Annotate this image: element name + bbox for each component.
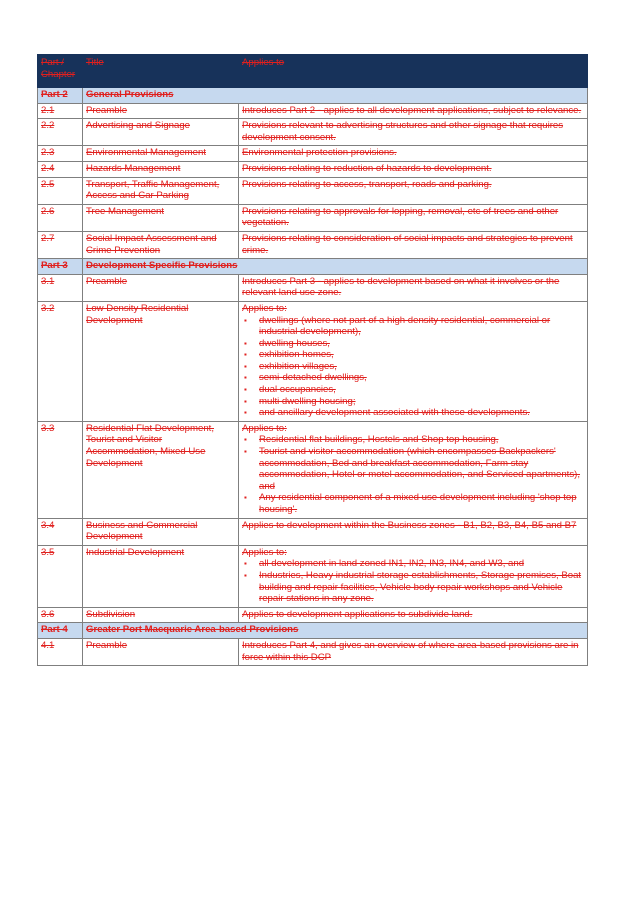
list-item: ▪ Any residential component of a mixed use development including 'shop top housing'. — [242, 492, 584, 515]
list-item: ▪ and ancillary development associated with these developments. — [242, 407, 584, 419]
chapter-title: Low Density Residential Development — [83, 301, 239, 421]
chapter-title: Advertising and Signage — [83, 119, 239, 146]
table-row — [38, 177, 588, 204]
chapter-number: 2.7 — [38, 231, 83, 258]
applies-to-cell — [239, 638, 588, 665]
header-title: Title — [83, 55, 239, 88]
list-item: ▪ multi dwelling housing; — [242, 396, 584, 408]
applies-to-text: Provisions relating to access, transport, roads and parking. — [242, 178, 492, 190]
table-row — [38, 204, 588, 231]
chapter-number: 3.1 — [38, 274, 83, 301]
applies-to-text: Provisions relating to approvals for lopping, removal, etc of trees and other vegetation. — [242, 205, 559, 229]
chapter-title: Preamble — [83, 638, 239, 665]
chapter-number: 2.3 — [38, 146, 83, 162]
applies-to-cell — [239, 177, 588, 204]
applies-to-cell — [239, 146, 588, 162]
applies-to-cell — [239, 274, 588, 301]
applies-to-text: Applies to: — [242, 546, 287, 558]
applies-to-cell — [239, 607, 588, 623]
part-number: Part 2 — [38, 88, 83, 104]
header-applies-to: Applies to — [239, 55, 588, 88]
table-row — [38, 421, 588, 518]
chapter-title: Environmental Management — [83, 146, 239, 162]
list-item: ▪ exhibition villages, — [242, 361, 584, 373]
table-row — [38, 161, 588, 177]
chapter-title: Business and Commercial Development — [83, 518, 239, 545]
chapter-number: 3.3 — [38, 421, 83, 518]
applies-to-text: Provisions relating to consideration of social impacts and strategies to prevent crime. — [242, 232, 573, 256]
applies-to-text: Introduces Part 3 - applies to development based on what it involves or the relevant land use zone. — [242, 275, 560, 299]
chapter-number: 4.1 — [38, 638, 83, 665]
chapter-title: Hazards Management — [83, 161, 239, 177]
list-item: ▪ dwellings (where not part of a high density residential, commercial or industrial development), — [242, 315, 584, 338]
table-row — [38, 231, 588, 258]
chapter-number: 2.1 — [38, 103, 83, 119]
applies-to-text: Provisions relating to reduction of hazards to development. — [242, 162, 492, 174]
part-title: General Provisions — [83, 88, 588, 104]
applies-to-text: Introduces Part 4, and gives an overview of where area-based provisions are in force within this DCP — [242, 639, 579, 663]
list-item: ▪ all development in land zoned IN1, IN2, IN3, IN4, and W3, and — [242, 558, 584, 570]
table-header-row — [38, 55, 588, 88]
part-heading-row — [38, 623, 588, 639]
table-row — [38, 607, 588, 623]
applies-to-cell — [239, 119, 588, 146]
chapter-title: Transport, Traffic Management, Access and Car Parking — [83, 177, 239, 204]
table-row — [38, 518, 588, 545]
table-row — [38, 103, 588, 119]
part-heading-row — [38, 259, 588, 275]
applies-to-cell — [239, 421, 588, 518]
table-row — [38, 274, 588, 301]
list-item: ▪ Tourist and visitor accommodation (which encompasses Backpackers' accommodation, Bed and breakfast accommodation, Farm stay accommodation, Hotel or motel accommodation, and Serviced apartments), and — [242, 446, 584, 492]
chapter-number: 3.4 — [38, 518, 83, 545]
applies-to-cell — [239, 231, 588, 258]
table-row — [38, 545, 588, 607]
applies-to-text: Applies to development within the Business zones - B1, B2, B3, B4, B5 and B7 — [242, 519, 577, 531]
chapter-number: 2.6 — [38, 204, 83, 231]
chapter-title: Industrial Development — [83, 545, 239, 607]
applies-to-text: Applies to: — [242, 422, 287, 434]
chapter-number: 2.4 — [38, 161, 83, 177]
chapter-number: 3.6 — [38, 607, 83, 623]
applies-to-text: Introduces Part 2 - applies to all development applications, subject to relevance. — [242, 104, 582, 116]
table-row — [38, 119, 588, 146]
table-row — [38, 638, 588, 665]
applies-to-text: Applies to: — [242, 302, 287, 314]
chapter-title: Social Impact Assessment and Crime Prevention — [83, 231, 239, 258]
applies-to-list — [242, 434, 584, 515]
document-page — [37, 54, 588, 666]
list-item: ▪ Residential flat buildings, Hostels and Shop top housing, — [242, 434, 584, 446]
list-item: ▪ semi-detached dwellings, — [242, 372, 584, 384]
dcp-structure-table — [37, 54, 588, 666]
applies-to-cell — [239, 545, 588, 607]
list-item: ▪ Industries, Heavy industrial storage establishments, Storage premises, Boat building and repair facilities, Vehicle body repair workshops and Vehicle repair stations in any zone. — [242, 570, 584, 605]
applies-to-cell — [239, 301, 588, 421]
applies-to-text: Provisions relevant to advertising structures and other signage that requires development consent. — [242, 120, 564, 143]
part-number: Part 4 — [38, 623, 83, 639]
applies-to-list — [242, 558, 584, 604]
applies-to-cell — [239, 161, 588, 177]
table-body — [38, 88, 588, 666]
applies-to-text: Environmental protection provisions. — [242, 147, 397, 159]
list-item: ▪ dwelling houses, — [242, 338, 584, 350]
chapter-title: Residential Flat Development, Tourist and Visitor Accommodation, Mixed Use Development — [83, 421, 239, 518]
applies-to-list — [242, 315, 584, 419]
applies-to-cell — [239, 518, 588, 545]
chapter-number: 2.2 — [38, 119, 83, 146]
chapter-title: Subdivision — [83, 607, 239, 623]
part-title: Greater Port Macquarie Area-based Provisions — [83, 623, 588, 639]
chapter-title: Preamble — [83, 103, 239, 119]
chapter-number: 3.2 — [38, 301, 83, 421]
table-row — [38, 301, 588, 421]
applies-to-cell — [239, 204, 588, 231]
part-number: Part 3 — [38, 259, 83, 275]
header-part-chapter: Part / Chapter — [38, 55, 83, 88]
applies-to-cell — [239, 103, 588, 119]
chapter-title: Preamble — [83, 274, 239, 301]
part-heading-row — [38, 88, 588, 104]
table-row — [38, 146, 588, 162]
list-item: ▪ dual occupancies, — [242, 384, 584, 396]
part-title: Development Specific Provisions — [83, 259, 588, 275]
chapter-title: Tree Management — [83, 204, 239, 231]
chapter-number: 3.5 — [38, 545, 83, 607]
applies-to-text: Applies to development applications to subdivide land. — [242, 608, 473, 620]
list-item: ▪ exhibition homes, — [242, 349, 584, 361]
chapter-number: 2.5 — [38, 177, 83, 204]
